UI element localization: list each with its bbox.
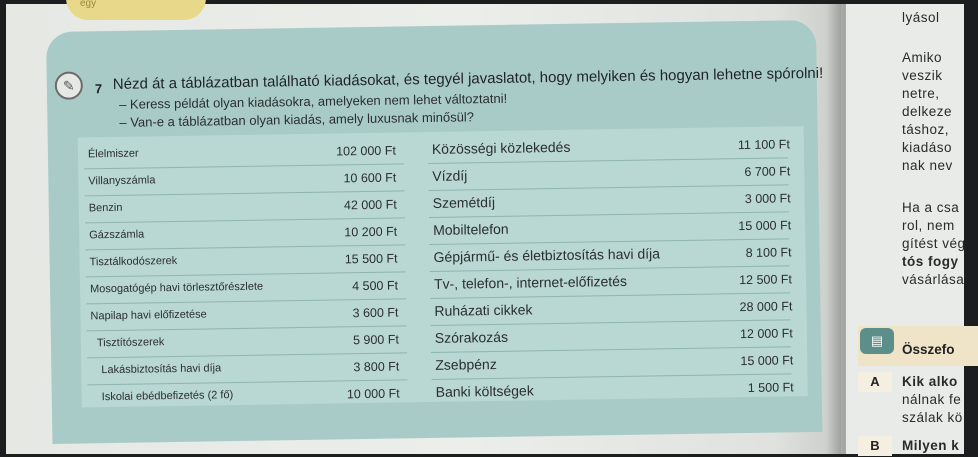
expense-value: 15 000 Ft — [738, 218, 792, 234]
expense-name: Zsebpénz — [435, 355, 497, 373]
expense-value: 3 000 Ft — [744, 191, 791, 207]
task-number: 7 — [94, 81, 103, 97]
text-line: netre, — [902, 86, 940, 101]
expense-name: Gépjármű- és életbiztosítás havi díja — [433, 245, 661, 265]
expense-value: 12 000 Ft — [739, 326, 793, 342]
text-line: nak nev — [902, 158, 953, 173]
expense-name: Napilap havi előfizetése — [90, 308, 207, 323]
expense-name: Élelmiszer — [87, 147, 139, 161]
text-line: vásárlása — [902, 272, 965, 287]
text-line: delkeze — [902, 104, 953, 119]
expense-name: Ruházati cikkek — [434, 301, 533, 319]
expense-value: 3 800 Ft — [353, 359, 400, 375]
expense-value: 10 000 Ft — [346, 386, 400, 402]
task-title: Nézd át a táblázatban található kiadásokat, és tegyél javaslatot, hogy melyiken és hogyan lehetne spórolni! — [112, 64, 824, 93]
expense-value: 15 000 Ft — [740, 353, 794, 369]
expense-value: 42 000 Ft — [343, 197, 397, 213]
text-line: Kik alko — [902, 374, 958, 389]
text-line: táshoz, — [902, 122, 950, 137]
text-line: szálak kö — [902, 410, 963, 425]
header-tab-text: egy — [80, 0, 97, 9]
text-line: gítést vég — [902, 236, 966, 251]
expense-name: Közösségi közlekedés — [431, 138, 571, 157]
item-letter: A — [858, 372, 892, 392]
expense-value: 4 500 Ft — [352, 278, 399, 294]
expense-value: 11 100 Ft — [737, 137, 790, 153]
item-letter: B — [858, 436, 892, 456]
expense-value: 3 600 Ft — [352, 305, 399, 321]
left-page — [6, 0, 841, 454]
expense-name: Banki költségek — [435, 382, 534, 400]
expense-value: 28 000 Ft — [739, 299, 793, 315]
expense-value: 8 100 Ft — [745, 245, 792, 261]
expense-value: 10 200 Ft — [344, 224, 398, 240]
photo-frame — [6, 0, 966, 454]
expense-name: Villanyszámla — [88, 174, 156, 188]
expense-name: Tisztálkodószerek — [89, 254, 178, 269]
expense-value: 10 600 Ft — [343, 170, 397, 186]
task-icon: ✎ — [55, 71, 83, 99]
task-subquestion-1: – Keress példát olyan kiadásokra, amelyeken nem lehet változtatni! — [119, 90, 508, 112]
text-line: Milyen k — [902, 438, 960, 453]
right-page — [846, 4, 964, 454]
expense-name: Vízdíj — [432, 167, 468, 184]
text-line: rol, nem — [902, 218, 955, 233]
text-line: tós fogy — [902, 254, 959, 269]
expense-value: 1 500 Ft — [747, 380, 794, 396]
text-line: lyásol — [902, 10, 940, 25]
expense-name: Szemétdíj — [432, 193, 496, 211]
expense-name: Gázszámla — [89, 228, 145, 242]
expense-value: 5 900 Ft — [352, 332, 399, 348]
expense-name: Mosogatógép havi törlesztőrészlete — [89, 280, 264, 296]
expense-name: Mobiltelefon — [433, 220, 509, 238]
text-line: nálnak fe — [902, 392, 962, 407]
book-icon: ▤ — [860, 328, 894, 354]
expense-name: Tisztítószerek — [96, 336, 165, 350]
expense-value: 102 000 Ft — [336, 143, 397, 159]
text-line: Amiko — [902, 50, 943, 65]
text-line: veszik — [902, 68, 943, 83]
expense-value: 15 500 Ft — [344, 251, 398, 267]
expense-name: Lakásbiztosítás havi díja — [101, 362, 222, 377]
header-tab — [66, 0, 206, 20]
expense-name: Szórakozás — [434, 328, 509, 346]
text-line: kiadáso — [902, 140, 953, 155]
expense-value: 6 700 Ft — [744, 164, 791, 180]
text-line: Ha a csa — [902, 200, 960, 215]
summary-title: Összefo — [902, 342, 955, 357]
task-subquestion-2: – Van-e a táblázatban olyan kiadás, amely luxusnak minősül? — [119, 109, 475, 130]
expense-name: Tv-, telefon-, internet-előfizetés — [433, 272, 628, 292]
task-panel — [46, 20, 822, 444]
expense-value: 12 500 Ft — [739, 272, 793, 288]
expense-name: Benzin — [88, 201, 123, 215]
expense-name: Iskolai ebédbefizetés (2 fő) — [101, 389, 234, 404]
